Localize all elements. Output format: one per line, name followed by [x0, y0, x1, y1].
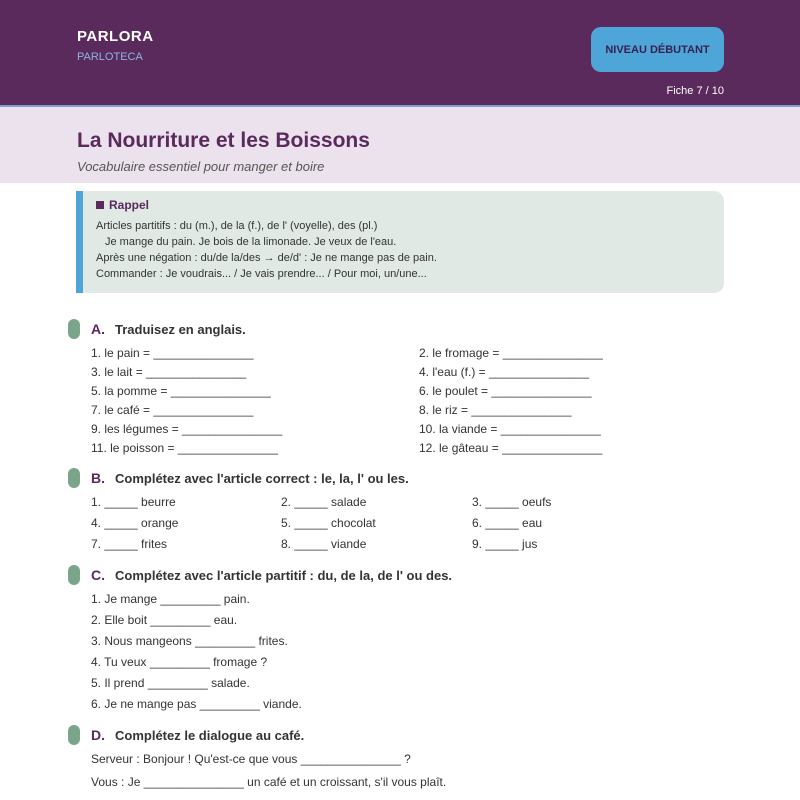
section-c-marker	[68, 565, 80, 585]
section-c-heading	[91, 567, 452, 583]
exercise-item: 5. _____ chocolat	[281, 516, 376, 530]
section-b-marker	[68, 468, 80, 488]
rappel-title: Rappel	[109, 198, 150, 212]
section-letter: A.	[91, 321, 105, 337]
section-d-marker	[68, 725, 80, 745]
section-a-heading	[91, 321, 246, 337]
exercise-item: 1. _____ beurre	[91, 495, 176, 509]
sheet-number: Fiche 7 / 10	[666, 85, 724, 97]
exercise-item: 7. le café = _______________	[91, 403, 254, 417]
exercise-item: 7. _____ frites	[91, 537, 168, 551]
exercise-item: 11. le poisson = _______________	[91, 441, 278, 455]
exercise-item: 3. Nous mangeons _________ frites.	[91, 634, 288, 648]
exercise-item: 3. _____ oeufs	[472, 495, 552, 509]
exercise-item: 2. le fromage = _______________	[419, 346, 603, 360]
dialogue-line: Vous : Je _______________ un café et un croissant, s'il vous plaît.	[91, 775, 447, 789]
section-b-heading	[91, 470, 409, 486]
exercise-item: 12. le gâteau = _______________	[419, 441, 603, 455]
exercise-item: 6. le poulet = _______________	[419, 384, 592, 398]
exercise-item: 2. _____ salade	[281, 495, 367, 509]
brand-subtitle: PARLOTECA	[77, 51, 143, 63]
page-header	[0, 0, 800, 106]
section-title: Complétez avec l'article correct : le, la, l' ou les.	[115, 471, 409, 486]
square-bullet-icon	[96, 201, 104, 209]
exercise-item: 9. _____ jus	[472, 537, 538, 551]
exercise-item: 4. Tu veux _________ fromage ?	[91, 655, 268, 669]
exercise-item: 5. la pomme = _______________	[91, 384, 271, 398]
section-letter: D.	[91, 727, 105, 743]
exercise-item: 5. Il prend _________ salade.	[91, 676, 250, 690]
exercise-item: 6. _____ eau	[472, 516, 543, 530]
exercise-item: 10. la viande = _______________	[419, 422, 601, 436]
brand-name: PARLORA	[77, 28, 154, 45]
rappel-heading	[96, 198, 724, 212]
section-title: Complétez le dialogue au café.	[115, 728, 305, 743]
section-d-heading	[91, 727, 304, 743]
section-title: Traduisez en anglais.	[115, 322, 246, 337]
level-badge: NIVEAU DÉBUTANT	[591, 27, 724, 72]
rappel-line: Commander : Je voudrais... / Je vais prendre... / Pour moi, un/une...	[96, 268, 427, 280]
exercise-item: 2. Elle boit _________ eau.	[91, 613, 238, 627]
exercise-item: 4. _____ orange	[91, 516, 179, 530]
page-subtitle: Vocabulaire essentiel pour manger et boire	[77, 159, 325, 174]
page-title: La Nourriture et les Boissons	[77, 129, 370, 152]
exercise-item: 1. le pain = _______________	[91, 346, 254, 360]
rappel-line: Je mange du pain. Je bois de la limonade. Je veux de l'eau.	[105, 236, 397, 248]
section-letter: C.	[91, 567, 105, 583]
section-a-marker	[68, 319, 80, 339]
rappel-line: Après une négation : du/de la/des → de/d' : Je ne mange pas de pain.	[96, 252, 437, 264]
rappel-box	[76, 191, 724, 293]
exercise-item: 8. le riz = _______________	[419, 403, 572, 417]
exercise-item: 9. les légumes = _______________	[91, 422, 283, 436]
exercise-item: 6. Je ne mange pas _________ viande.	[91, 697, 302, 711]
exercise-item: 1. Je mange _________ pain.	[91, 592, 250, 606]
rappel-line: Articles partitifs : du (m.), de la (f.), de l' (voyelle), des (pl.)	[96, 220, 378, 232]
dialogue-line: Serveur : Bonjour ! Qu'est-ce que vous _______________ ?	[91, 752, 411, 766]
exercise-item: 8. _____ viande	[281, 537, 367, 551]
exercise-item: 3. le lait = _______________	[91, 365, 247, 379]
exercise-item: 4. l'eau (f.) = _______________	[419, 365, 590, 379]
section-letter: B.	[91, 470, 105, 486]
section-title: Complétez avec l'article partitif : du, de la, de l' ou des.	[115, 568, 453, 583]
